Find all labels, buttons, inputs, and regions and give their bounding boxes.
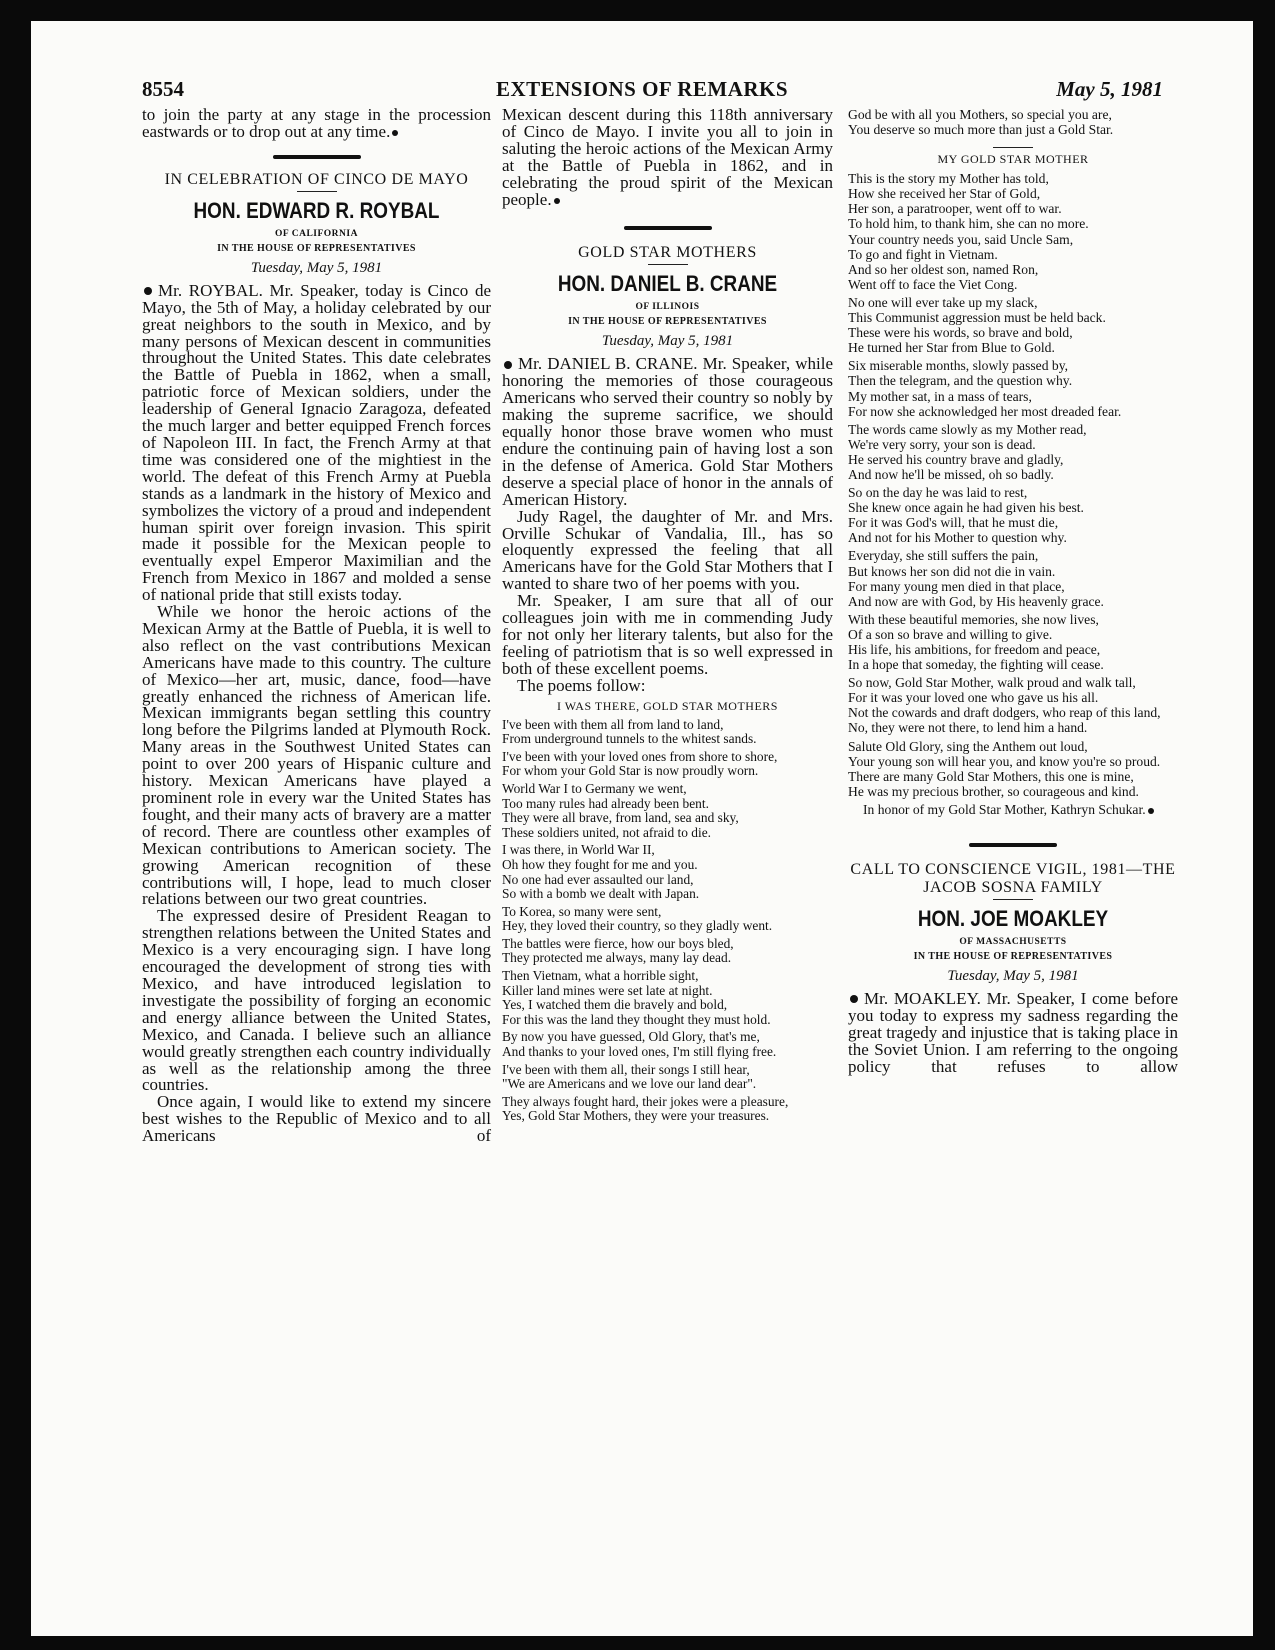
moakley-member-name: HON. JOE MOAKLEY [917, 906, 1109, 932]
poem-line: You deserve so much more than just a Gold Star. [848, 122, 1114, 138]
poem-line: They always fought hard, their jokes were a pleasure, [502, 1093, 789, 1109]
poem-line: He served his country brave and gladly, [848, 451, 1064, 467]
poem-line: To go and fight in Vietnam. [848, 246, 998, 262]
poem-stanza [848, 548, 1178, 608]
section-divider [624, 226, 712, 230]
poem-line: She knew once again he had given his best. [848, 500, 1084, 516]
moakley-paragraph-1: Mr. MOAKLEY. Mr. Speaker, I come before you today to express my sadness regarding the great tragedy and injustice that is taking place in the Soviet Union. I am referring to the ongoing policy that refuses to allow [848, 989, 1178, 1076]
roybal-paragraph-3: The expressed desire of President Reagan to strengthen relations between the United States and Mexico is a very encouraging sign. I have long encouraged the development of strong ties with Mexico, and have introduced legislation to investigate the possibility of forging an economic and energy alliance between the United States, Mexico, and Canada. I believe such an alliance would greatly strengthen each country individually as well as the relationship among the three countries. [142, 906, 491, 1095]
poem-stanza [502, 937, 833, 966]
poem-line: World War I to Germany we went, [502, 780, 687, 796]
page-date: May 5, 1981 [1056, 77, 1163, 101]
poem-line: Oh how they fought for me and you. [502, 856, 698, 872]
roybal-member-name: HON. EDWARD R. ROYBAL [193, 197, 440, 223]
poem-line: Your young son will hear you, and know you're so proud. [848, 753, 1161, 769]
poem-line: This Communist aggression must be held back. [848, 310, 1106, 326]
poem-line: Too many rules had already been bent. [502, 795, 709, 811]
poem-line: The battles were fierce, how our boys bled, [502, 935, 734, 951]
poem-line: "We are Americans and we love our land dear". [502, 1076, 757, 1092]
poem-line: Of a son so brave and willing to give. [848, 626, 1053, 642]
poem-stanza [502, 843, 833, 901]
poem-line: Then Vietnam, what a horrible sight, [502, 968, 699, 984]
roybal-continued-text: Mexican descent during this 118th anniversary of Cinco de Mayo. I invite you all to join in saluting the heroic actions of the Mexican Army at the Battle of Puebla in 1862, and in celebrating the proud spirit of the Mexican people. [502, 105, 833, 209]
poem-line: For many young men died in that place, [848, 578, 1065, 594]
page-number: 8554 [142, 77, 184, 101]
section-divider [969, 843, 1057, 847]
poem-line: He turned her Star from Blue to Gold. [848, 340, 1055, 356]
poem-line: And now are with God, by His heavenly grace. [848, 593, 1104, 609]
crane-paragraph-2: Judy Ragel, the daughter of Mr. and Mrs. Orville Schukar of Vandalia, Ill., has so eloquently expressed the feeling that all Americans have for the Gold Star Mothers that I wanted to share two of her poems with you. [502, 506, 833, 594]
poem-line: These were his words, so brave and bold, [848, 325, 1073, 341]
poem-line: No, they were not there, to lend him a hand. [848, 720, 1088, 736]
poem-line: And not for his Mother to question why. [848, 530, 1067, 546]
poem-line: To hold him, to thank him, she can no more. [848, 216, 1089, 232]
crane-paragraph-3: Mr. Speaker, I am sure that all of our colleagues join with me in commending Judy for not only her literary talents, but also for the feeling of patriotism that is so well expressed in both of these excellent poems. [502, 591, 833, 678]
end-bullet-icon [1148, 808, 1154, 814]
crane-state: OF ILLINOIS [635, 302, 700, 313]
poem-line: For whom your Gold Star is now proudly worn. [502, 763, 759, 779]
section-divider [273, 155, 361, 159]
poem-stanza [848, 675, 1178, 735]
poem-stanza [502, 1030, 833, 1059]
poem-line: For it was your loved one who gave us his all. [848, 690, 1099, 706]
poem-stanza [848, 107, 1178, 137]
speech-bullet-icon [504, 361, 512, 369]
poem-line: And so her oldest son, named Ron, [848, 261, 1039, 277]
roybal-paragraph-4: Once again, I would like to extend my sincere best wishes to the Republic of Mexico and to all Americans of [142, 1092, 491, 1146]
poem-stanza [848, 485, 1178, 545]
roybal-paragraph-2: While we honor the heroic actions of the Mexican Army at the Battle of Puebla, it is well to also reflect on the vast contributions Mexican Americans have made to this country. The culture of Mexico—her art, music, dance, food—have greatly enhanced the richness of American life. Mexican immigrants began settling this country long before the Pilgrims landed at Plymouth Rock. Many areas in the Southwest United States can point to over 200 years of Hispanic culture and history. Mexican Americans have played a prominent role in every war the United States has fought, and their many acts of bravery are a matter of record. There are countless other examples of Mexican contributions to American society. The growing American recognition of these contributions will, I hope, lead to much closer relations between our two great countries. [142, 602, 491, 909]
poem-line: I was there, in World War II, [502, 842, 655, 858]
poem-stanza [502, 718, 833, 747]
poem-line: Not the cowards and draft dodgers, who reap of this land, [848, 705, 1161, 721]
poem-line: And now he'll be missed, oh so badly. [848, 466, 1054, 482]
poem-line: My mother sat, in a mass of tears, [848, 388, 1032, 404]
poem-2-closing: In honor of my Gold Star Mother, Kathryn Schukar. [848, 802, 1178, 817]
poem-line: Salute Old Glory, sing the Anthem out loud, [848, 738, 1088, 754]
moakley-headline: CALL TO CONSCIENCE VIGIL, 1981—THE JACOB SOSNA FAMILY [850, 861, 1176, 897]
poem-line: We're very sorry, your son is dead. [848, 436, 1036, 452]
poem-line: This is the story my Mother has told, [848, 171, 1049, 187]
crane-paragraph-1: Mr. DANIEL B. CRANE. Mr. Speaker, while honoring the memories of those courageous Americans who served their country so nobly by making the supreme sacrifice, we should equally honor those brave women who must endure the continuing pain of having lost a son in the defense of America. Gold Star Mothers deserve a special place of honor in the annals of American History. [502, 354, 833, 509]
poem-line: God be with all you Mothers, so special you are, [848, 107, 1112, 122]
moakley-state: OF MASSACHUSETTS [959, 937, 1067, 948]
crane-paragraph-4: The poems follow: [517, 675, 646, 695]
poem-line: They were all brave, from land, sea and sky, [502, 810, 739, 826]
poem-line: Killer land mines were set late at night. [502, 982, 713, 998]
poem-stanza [502, 1095, 833, 1124]
roybal-paragraph-1: Mr. ROYBAL. Mr. Speaker, today is Cinco de Mayo, the 5th of May, a holiday celebrated by our great neighbors to the south in Mexico, and by many persons of Mexican descent in communities throughout the United States. This date celebrates the Battle of Puebla in 1862, when a small, patriotic force of Mexican soldiers, under the leadership of General Ignacio Zaragoza, defeated the much larger and better equipped French forces of Napoleon III. In fact, the French Army at that time was considered one of the mightiest in the world. The defeat of this French Army at Puebla stands as a landmark in the history of Mexico and symbolizes the victory of a proud and independent human spirit over foreign invasion. This spirit made it possible for the Mexican people to eventually expel Emperor Maximilian and the French from Mexico in 1867 and molded a sense of national pride that still exists today. [142, 280, 491, 605]
poem-line: He was my precious brother, so courageous and kind. [848, 783, 1139, 799]
poem-line: They protected me always, many lay dead. [502, 950, 732, 966]
poem-stanza [502, 1063, 833, 1092]
crane-headline: GOLD STAR MOTHERS [578, 244, 757, 262]
poem-line: Hey, they loved their country, so they gladly went. [502, 918, 773, 934]
moakley-date: Tuesday, May 5, 1981 [947, 968, 1079, 985]
poem-line: No one had ever assaulted our land, [502, 871, 694, 887]
continued-text: to join the party at any stage in the procession eastwards or to drop out at any time. [142, 105, 491, 141]
poem-line: There are many Gold Star Mothers, this one is mine, [848, 768, 1134, 784]
headline-divider [993, 899, 1033, 900]
poem-line: No one will ever take up my slack, [848, 294, 1038, 310]
poem-line: For it was God's will, that he must die, [848, 515, 1059, 531]
crane-member-name: HON. DANIEL B. CRANE [557, 271, 778, 297]
poem-1-title: I WAS THERE, GOLD STAR MOTHERS [557, 698, 778, 713]
poem-line: Then the telegram, and the question why. [848, 373, 1073, 389]
headline-divider [297, 191, 337, 192]
roybal-headline: IN CELEBRATION OF CINCO DE MAYO [164, 170, 469, 188]
speech-bullet-icon [850, 995, 858, 1003]
roybal-state: OF CALIFORNIA [275, 228, 358, 239]
poem-line: For now she acknowledged her most dreaded fear. [848, 403, 1122, 419]
poem-2 [848, 171, 1178, 799]
poem-line: Your country needs you, said Uncle Sam, [848, 231, 1074, 247]
poem-line: From underground tunnels to the whitest sands. [502, 731, 757, 747]
poem-1 [502, 718, 833, 1124]
poem-line: The words came slowly as my Mother read, [848, 421, 1087, 437]
record-page [31, 21, 1253, 1636]
poem-line: But knows her son did not die in vain. [848, 563, 1056, 579]
poem-line: To Korea, so many were sent, [502, 903, 662, 919]
column-1 [142, 107, 491, 1145]
poem-stanza [848, 612, 1178, 672]
poem-line: Six miserable months, slowly passed by, [848, 358, 1069, 374]
poem-line: Yes, I watched them die bravely and bold, [502, 997, 728, 1013]
poem-line: I've been with them all, their songs I still hear, [502, 1061, 750, 1077]
column-2 [502, 107, 833, 1127]
moakley-house: IN THE HOUSE OF REPRESENTATIVES [913, 951, 1113, 963]
poem-line: So on the day he was laid to rest, [848, 485, 1028, 501]
poem-line: Everyday, she still suffers the pain, [848, 548, 1039, 564]
poem-line: Her son, a paratrooper, went off to war. [848, 201, 1062, 217]
poem-line: So now, Gold Star Mother, walk proud and walk tall, [848, 675, 1136, 691]
poem-1-ending [848, 107, 1178, 137]
headline-divider [648, 264, 688, 265]
poem-line: How she received her Star of Gold, [848, 186, 1041, 202]
speech-bullet-icon [144, 287, 152, 295]
crane-house: IN THE HOUSE OF REPRESENTATIVES [568, 316, 767, 328]
crane-date: Tuesday, May 5, 1981 [601, 333, 734, 350]
poem-line: Went off to face the Viet Cong. [848, 276, 1018, 292]
roybal-date: Tuesday, May 5, 1981 [250, 259, 383, 276]
column-3 [848, 107, 1178, 1076]
poem-stanza [848, 358, 1178, 418]
poem-2-title: MY GOLD STAR MOTHER [937, 152, 1089, 167]
poem-line: And thanks to your loved ones, I'm still flying free. [502, 1044, 777, 1060]
poem-stanza [502, 782, 833, 840]
end-bullet-icon [392, 130, 398, 136]
poem-stanza [502, 750, 833, 779]
page-title: EXTENSIONS OF REMARKS [495, 77, 789, 101]
poem-line: I've been with your loved ones from shore to shore, [502, 748, 778, 764]
poem-line: His life, his ambitions, for freedom and peace, [848, 642, 1101, 657]
poem-stanza [848, 295, 1178, 355]
poem-stanza [848, 739, 1178, 799]
poem-stanza [848, 171, 1178, 292]
poem-line: These soldiers united, not afraid to die. [502, 824, 711, 840]
poem-line: By now you have guessed, Old Glory, that's me, [502, 1029, 760, 1045]
poem-line: With these beautiful memories, she now lives, [848, 611, 1099, 627]
poem-stanza [502, 905, 833, 934]
end-bullet-icon [554, 198, 560, 204]
poem-line: For this was the land they thought they must hold. [502, 1011, 771, 1027]
poem-line: In a hope that someday, the fighting will cease. [848, 657, 1104, 673]
poem-stanza [502, 969, 833, 1027]
poem-stanza [848, 422, 1178, 482]
poem-line: So with a bomb we dealt with Japan. [502, 886, 700, 902]
poem-line: I've been with them all from land to land, [502, 716, 724, 732]
roybal-house: IN THE HOUSE OF REPRESENTATIVES [217, 242, 416, 254]
poem-line: Yes, Gold Star Mothers, they were your treasures. [502, 1108, 770, 1124]
poem-divider [993, 147, 1033, 148]
